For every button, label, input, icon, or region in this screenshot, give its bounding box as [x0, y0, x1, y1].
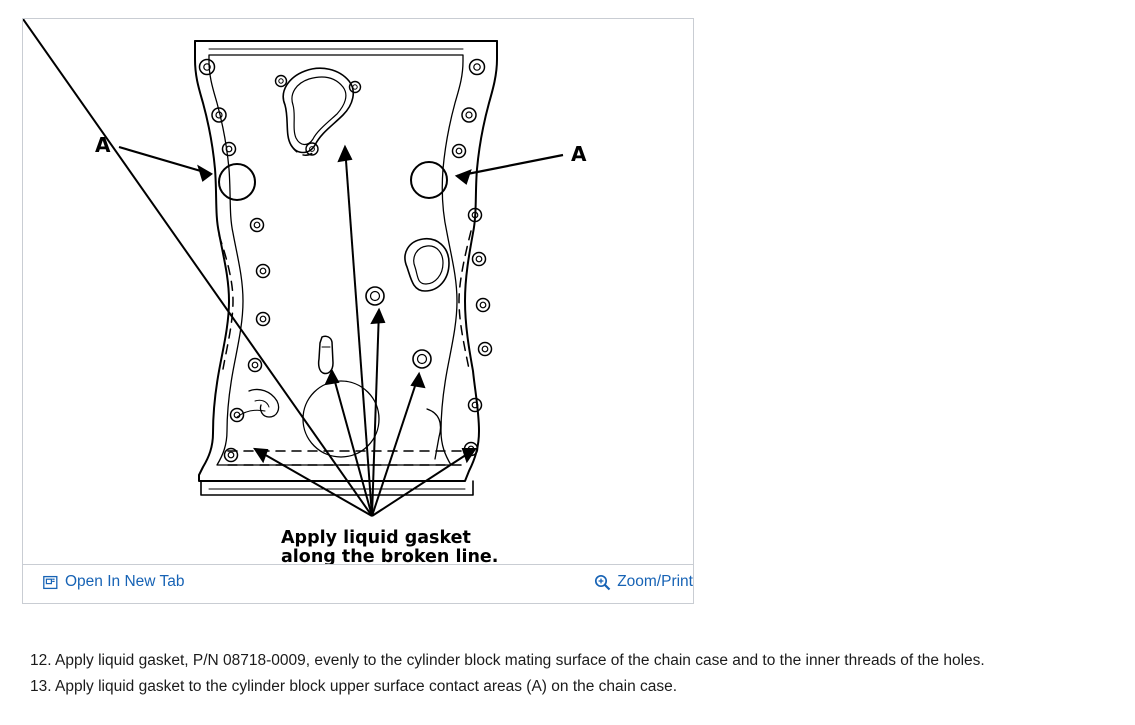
- open-in-new-tab-label: Open In New Tab: [65, 573, 185, 590]
- step-number: 13.: [30, 678, 52, 695]
- figure-toolbar: [23, 564, 693, 603]
- instruction-step: [30, 674, 1120, 700]
- callout-label-left: A: [95, 133, 111, 157]
- instruction-step: [30, 648, 1120, 674]
- step-number: 12.: [30, 652, 52, 669]
- callout-label-right: A: [571, 142, 587, 166]
- contact-area-circle-right: [411, 162, 447, 198]
- open-in-new-tab-button[interactable]: [43, 573, 184, 591]
- zoom-print-label: Zoom/Print: [617, 573, 693, 590]
- step-text: Apply liquid gasket, P/N 08718-0009, evenly to the cylinder block mating surface of the chain case and to the inner threads of the holes.: [55, 652, 985, 669]
- contact-area-circle-left: [219, 164, 255, 200]
- chain-case-diagram: [23, 19, 693, 565]
- step-text: Apply liquid gasket to the cylinder block upper surface contact areas (A) on the chain case.: [55, 678, 678, 695]
- magnifier-icon: [594, 574, 611, 591]
- instruction-list: [30, 648, 1120, 700]
- zoom-print-button[interactable]: [594, 573, 693, 591]
- figure-caption-line-1: Apply liquid gasket: [281, 528, 471, 548]
- open-in-new-tab-icon: [43, 575, 58, 590]
- figure-caption-line-2: along the broken line.: [281, 547, 499, 565]
- figure-image-area[interactable]: [23, 19, 693, 565]
- figure-panel: [22, 18, 694, 604]
